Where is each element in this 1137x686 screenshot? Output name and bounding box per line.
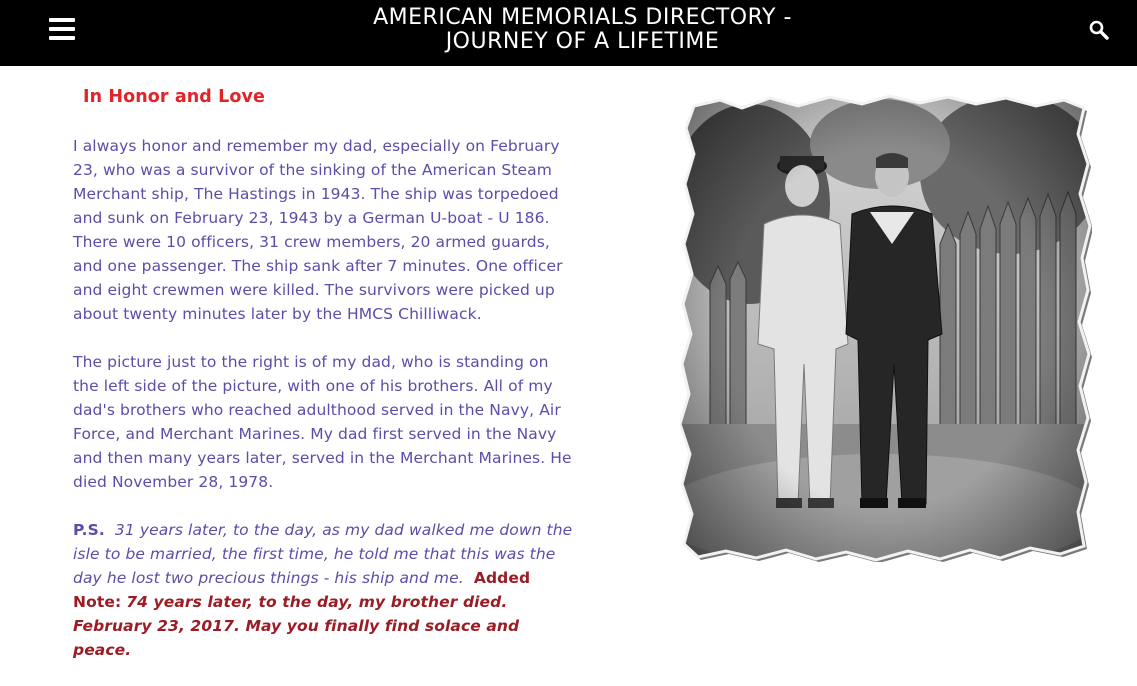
site-title-line-2: JOURNEY OF A LIFETIME <box>445 29 720 54</box>
article-content <box>73 84 573 686</box>
paragraph-picture: The picture just to the right is of my dad, who is standing on the left side of the picture, with one of his brothers. All of my dad's brothers who reached adulthood served in the Navy, Air Force, and Merchant Marines. My dad first served in the Navy and then many years later, served in the Merchant Marines. He died November 28, 1978. <box>73 353 572 491</box>
site-title-line-1: AMERICAN MEMORIALS DIRECTORY - <box>373 5 792 30</box>
ps-label: P.S. <box>73 521 105 539</box>
top-bar <box>0 0 1137 66</box>
site-title[interactable] <box>300 6 865 54</box>
hamburger-menu-icon[interactable] <box>49 18 75 40</box>
paragraph-ps <box>73 518 573 662</box>
added-note-text: 74 years later, to the day, my brother died. February 23, 2017. May you finally find solace and peace. <box>73 593 520 659</box>
ps-text: 31 years later, to the day, as my dad walked me down the isle to be married, the first time, he told me that this was the day he lost two precious things - his ship and me. <box>73 521 573 587</box>
memorial-photo <box>680 94 1092 562</box>
article-heading: In Honor and Love <box>83 87 265 107</box>
search-icon[interactable] <box>1088 19 1110 41</box>
paragraph-sinking: I always honor and remember my dad, especially on February 23, who was a survivor of the sinking of the American Steam Merchant ship, The Hastings in 1943. The ship was torpedoed and sunk on February 23, 1943 by a German U-boat - U 186. There were 10 officers, 31 crew members, 20 armed guards, and one passenger. The ship sank after 7 minutes. One officer and eight crewmen were killed. The survivors were picked up about twenty minutes later by the HMCS Chilliwack. <box>73 137 563 323</box>
added-note-label: Added Note: <box>73 569 531 611</box>
